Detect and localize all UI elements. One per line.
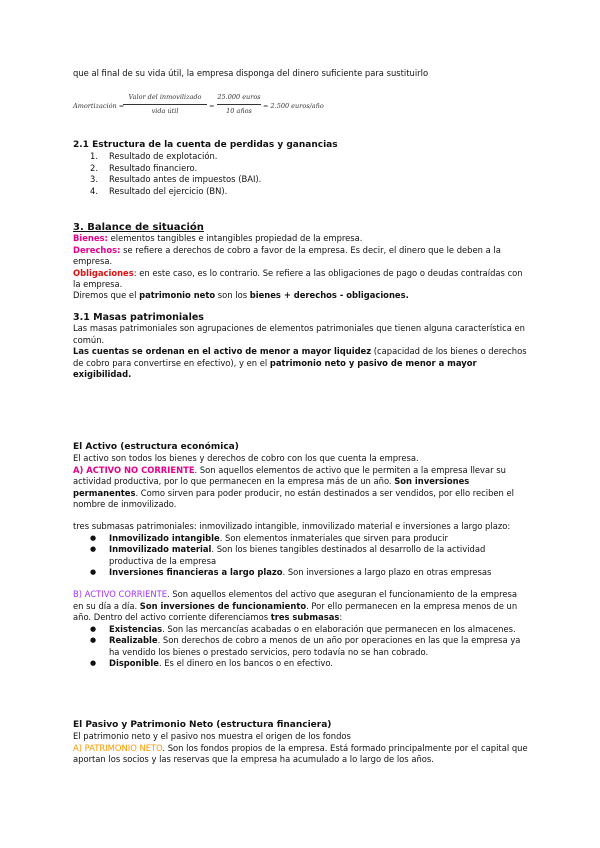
list-item: ● Disponible. Es el dinero en los bancos o en efectivo. (73, 658, 528, 669)
derechos-definition: Derechos: se refiere a derechos de cobro a favor de la empresa. Es decir, el dinero que le deben a la empresa. (73, 244, 501, 267)
formula-fraction-2 (217, 92, 261, 118)
patrimonio-neto: A) PATRIMONIO NETO. Son los fondos propios de la empresa. Está formado principalmente por el capital que aportan los socios y las reservas que la empresa ha acumulado a lo largo de los años. (73, 742, 528, 765)
pasivo-section (73, 720, 528, 766)
activo-no-corriente: A) ACTIVO NO CORRIENTE. Son aquellos elementos de activo que le permiten a la empresa llevar su actividad productiva, por lo que permanecen en la empresa más de un año. Son inversiones permanentes. Como sirven para poder producir, no están destinados a ser vendidos, por ello reciben el nombre de inmovilizado. (73, 464, 514, 510)
formula-numerator-2: 25.000 euros (217, 93, 261, 101)
formula-lhs: Amortización = (73, 102, 125, 110)
corriente-submasas-list (73, 624, 528, 670)
list-item: 2. Resultado financiero. (90, 162, 198, 173)
submasas-text: tres submasas patrimoniales: inmovilizado intangible, inmovilizado material e inversiones a largo plazo: (73, 521, 511, 532)
list-item: ● Inmovilizado material. Son los bienes tangibles destinados al desarrollo de la actividad productiva de la empresa (73, 544, 528, 567)
list-item: 3. Resultado antes de impuestos (BAI). (90, 174, 262, 185)
amortization-formula (73, 92, 333, 120)
formula-denominator-2: 10 años (226, 107, 252, 116)
list-item: 4. Resultado del ejercicio (BN). (90, 185, 228, 196)
activo-corriente: B) ACTIVO CORRIENTE. Son aquellos elementos del activo que aseguran el funcionamiento de la empresa en su día a día. Son inversiones de funcionamiento. Por ello permanecen en la empresa menos de un año. Dentro del activo corriente diferenciamos tres submasas: (73, 589, 518, 623)
formula-numerator-1: Valor del inmovilizado (128, 93, 202, 101)
obligaciones-definition: Obligaciones: en este caso, es lo contrario. Se refiere a las obligaciones de pago o deudas contraídas con la empresa. (73, 267, 523, 290)
section-3-title: 3. Balance de situación (73, 222, 204, 233)
bienes-definition: Bienes: elementos tangibles e intangibles propiedad de la empresa. (73, 233, 363, 244)
activo-section (73, 442, 528, 669)
results-list (73, 151, 528, 197)
formula-result: = 2.500 euros/año (263, 102, 324, 110)
section-3-1-title: 3.1 Masas patrimoniales (73, 312, 204, 323)
list-item: 1. Resultado de explotación. (90, 151, 218, 162)
orden-paragraph: Las cuentas se ordenan en el activo de menor a mayor liquidez (capacidad de los bienes o derechos de cobro para convertirse en efectivo), y en el patrimonio neto y pasivo de menor a mayor exigibilidad. (73, 346, 527, 380)
pasivo-intro: El patrimonio neto y el pasivo nos muestra el origen de los fondos (73, 731, 351, 742)
list-item: ● Inversiones financieras a largo plazo. Son inversiones a largo plazo en otras empresas (73, 567, 528, 578)
activo-title: El Activo (estructura económica) (73, 442, 239, 452)
formula-fraction-1 (123, 92, 207, 118)
no-corriente-submasas-list (73, 533, 528, 579)
list-item: ● Realizable. Son derechos de cobro a menos de un año por operaciones en las que la empresa ya ha vendido los bienes o prestado servicios, pero todavía no se han cobrado. (73, 635, 528, 658)
pasivo-title: El Pasivo y Patrimonio Neto (estructura financiera) (73, 720, 332, 730)
list-item: ● Existencias. Son las mercancías acabadas o en elaboración que permanecen en los almacenes. (73, 624, 528, 635)
patrimonio-definition: Diremos que el patrimonio neto son los bienes + derechos - obligaciones. (73, 290, 409, 301)
section-2-1-title: 2.1 Estructura de la cuenta de perdidas y ganancias (73, 140, 338, 150)
formula-equals: = (209, 102, 215, 110)
intro-line: que al final de su vida útil, la empresa disponga del dinero suficiente para sustituirlo (73, 68, 429, 78)
list-item: ● Inmovilizado intangible. Son elementos inmateriales que sirven para producir (73, 533, 528, 544)
masas-paragraph: Las masas patrimoniales son agrupaciones de elementos patrimoniales que tienen alguna característica en común. (73, 323, 525, 345)
formula-denominator-1: vida útil (151, 107, 179, 116)
section-3-1 (73, 312, 528, 380)
section-3 (73, 222, 528, 302)
section-2-1 (73, 140, 528, 197)
activo-intro: El activo son todos los bienes y derechos de cobro con los que cuenta la empresa. (73, 453, 419, 464)
